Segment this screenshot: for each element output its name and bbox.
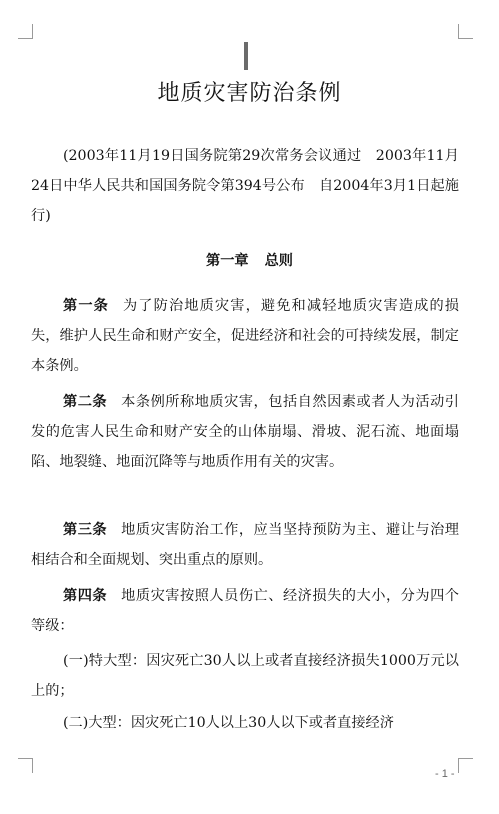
article-text: 地质灾害防治工作，应当坚持预防为主、避让与治理相结合和全面规划、突出重点的原则。 <box>31 522 459 568</box>
crop-mark-bottom-right <box>458 758 473 773</box>
text-cursor <box>244 42 248 70</box>
article-text: 地质灾害按照人员伤亡、经济损失的大小，分为四个等级： <box>31 588 459 634</box>
crop-mark-bottom-left <box>18 758 33 773</box>
crop-mark-top-right <box>458 24 473 39</box>
article-4[interactable] <box>31 581 459 641</box>
chapter-heading[interactable] <box>0 250 499 270</box>
chapter-number: 第一章 <box>206 253 249 269</box>
article-2[interactable] <box>31 387 459 477</box>
article-text: 本条例所称地质灾害，包括自然因素或者人为活动引发的危害人民生命和财产安全的山体崩塌、滑坡、泥石流、地面塌陷、地裂缝、地面沉降等与地质作用有关的灾害。 <box>31 394 459 470</box>
list-item[interactable]: (二)大型：因灾死亡10人以上30人以下或者直接经济 <box>63 715 394 731</box>
chapter-name: 总则 <box>264 253 293 269</box>
enactment-note[interactable]: (2003年11月19日国务院第29次常务会议通过 2003年11月24日中华人民共和国国务院令第394号公布 自2004年3月1日起施行) <box>31 148 459 224</box>
article-label: 第四条 <box>63 588 108 604</box>
article-text: 为了防治地质灾害，避免和减轻地质灾害造成的损失，维护人民生命和财产安全，促进经济和社会的可持续发展，制定本条例。 <box>31 298 459 374</box>
article-label: 第三条 <box>63 522 108 538</box>
article-3[interactable] <box>31 515 459 575</box>
list-item[interactable]: (一)特大型：因灾死亡30人以上或者直接经济损失1000万元以上的； <box>31 653 459 699</box>
article-1[interactable] <box>31 291 459 381</box>
article-label: 第一条 <box>63 298 109 314</box>
article-label: 第二条 <box>63 394 108 410</box>
document-title[interactable]: 地质灾害防治条例 <box>157 81 342 106</box>
crop-mark-top-left <box>18 24 33 39</box>
page-number: - 1 - <box>435 768 455 780</box>
